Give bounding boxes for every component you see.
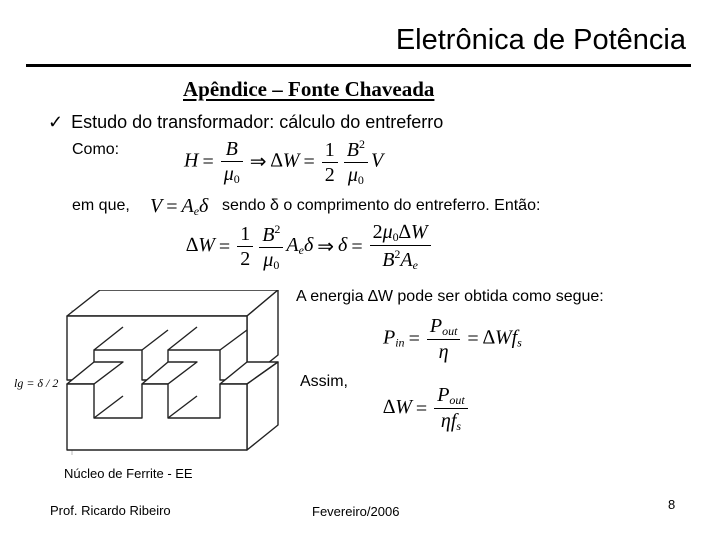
bullet-item: [48, 112, 443, 133]
em-que-label: em que,: [72, 197, 130, 214]
gap-length-label: lg = δ / 2: [14, 376, 59, 390]
equation-input-power: $P_{in}$ = $\frac{P_{out}}{\eta}$ = $\Delta Wf_s$: [383, 315, 522, 363]
equation-energy-density: H = $\frac{B}{\mu_0}$ ⇒ ∆W = $\frac{1}{2}$ $\frac{B^2}{\mu_0}$ V: [184, 137, 384, 187]
equation-energy: ∆W = $\frac{P_{out}}{\eta f_s}$: [383, 385, 471, 432]
slide-title: Eletrônica de Potência: [395, 24, 686, 56]
slide-subtitle: Apêndice – Fonte Chaveada: [183, 77, 435, 101]
bullet-text: Estudo do transformador: cálculo do entreferro: [71, 112, 444, 132]
sendo-text: sendo δ o comprimento do entreferro. Então:: [222, 197, 541, 214]
equation-volume: $V = A_e\delta$: [150, 195, 209, 219]
energia-text: A energia ∆W pode ser obtida como segue:: [296, 288, 604, 305]
page-number: 8: [668, 497, 676, 512]
footer-date: Fevereiro/2006: [312, 504, 400, 519]
como-label: Como:: [72, 141, 120, 158]
assim-label: Assim,: [300, 373, 348, 390]
title-divider: [26, 64, 691, 67]
footer-author: Prof. Ricardo Ribeiro: [50, 503, 171, 518]
equation-gap-length: ∆W = $\frac{1}{2}$ $\frac{B^2}{\mu_0}$ $A_e\delta$ ⇒ δ = $\frac{2\mu_0\Delta W}{B^2A_e}$: [186, 222, 434, 271]
check-icon: ✓: [48, 112, 64, 132]
figure-caption: Núcleo de Ferrite - EE: [64, 466, 193, 481]
